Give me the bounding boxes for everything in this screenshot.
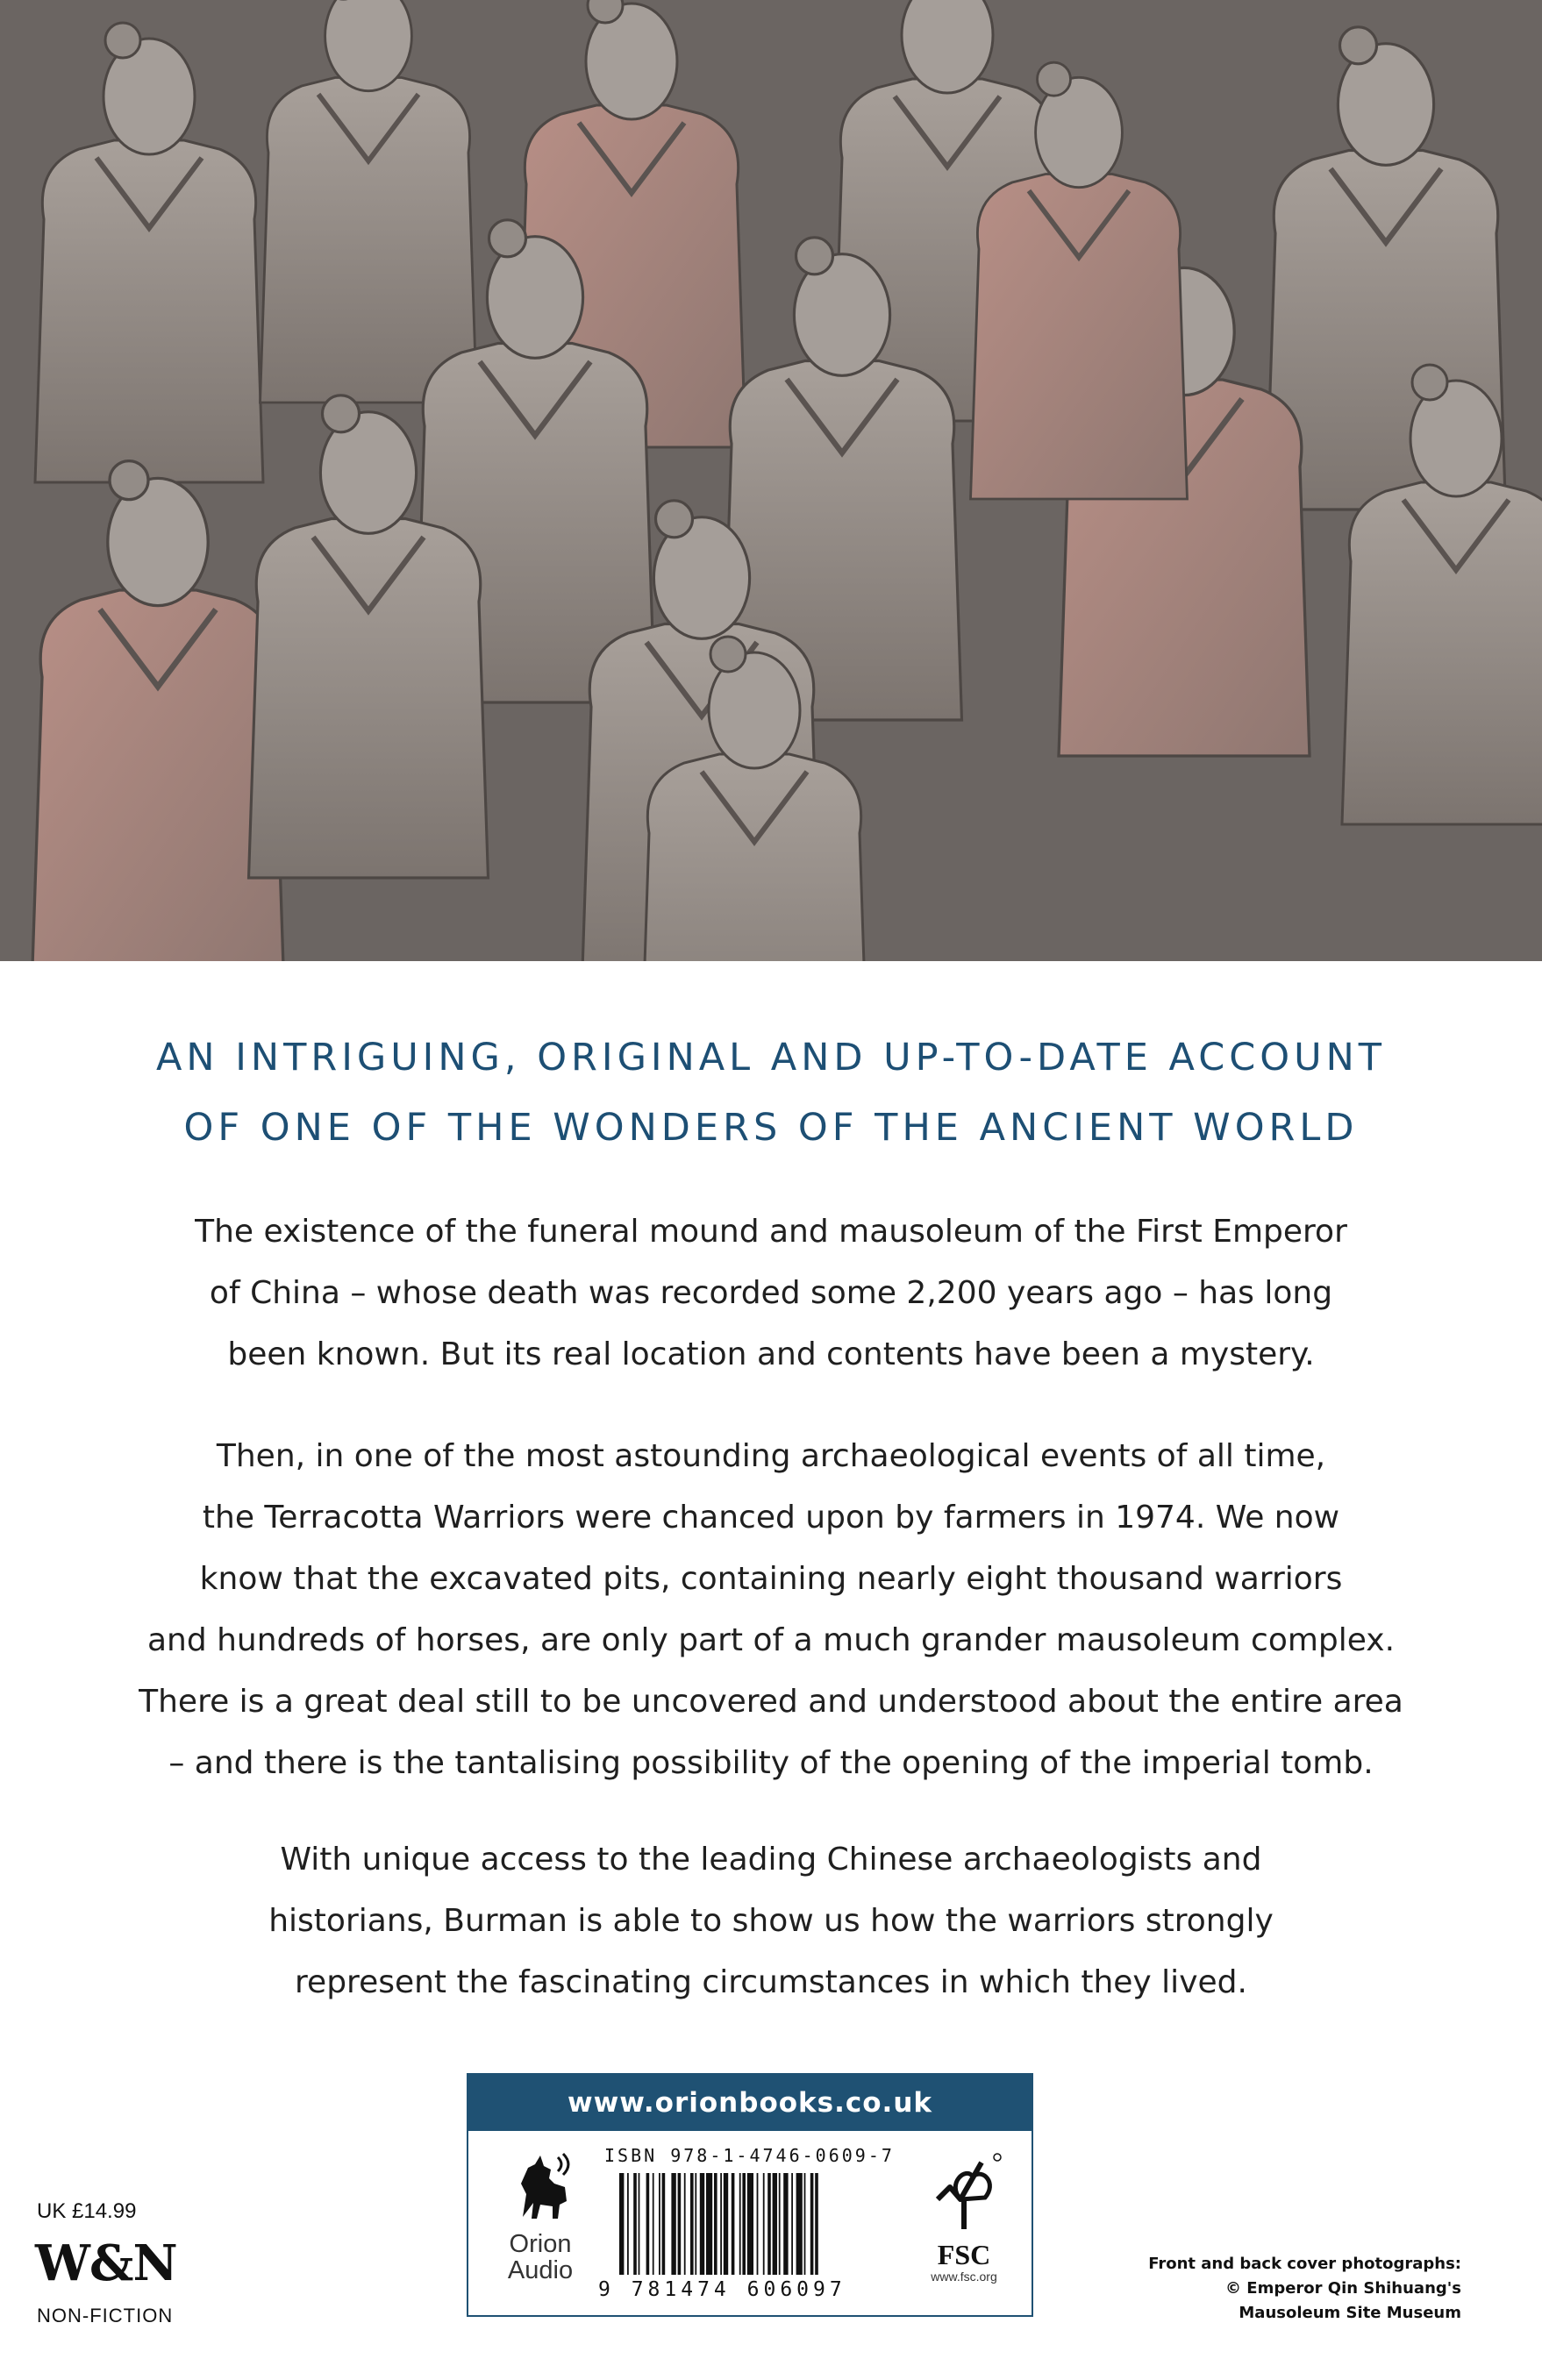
barcode-bar [678,2173,682,2275]
publisher-url[interactable]: www.orionbooks.co.uk [468,2075,1032,2131]
isbn-text: ISBN 978-1-4746-0609-7 [604,2145,895,2166]
blurb-line: the Terracotta Warriors were chanced upon by farmers in 1974. We now [202,1500,1340,1536]
barcode-bar [804,2173,806,2275]
barcode-bar [659,2173,660,2275]
cover-photo [0,0,1542,961]
barcode-bar [747,2173,753,2275]
barcode-bar [810,2173,814,2275]
terracotta-warriors-illustration [0,0,1542,961]
blurb-line: The existence of the funeral mound and mausoleum of the First Emperor [195,1214,1347,1250]
barcode-bar [627,2173,629,2275]
orion-label: Orion [509,2230,572,2258]
fsc-label: FSC [937,2239,991,2270]
barcode-bar [633,2173,637,2275]
fsc-logo [907,2148,1021,2306]
barcode-bar [695,2173,696,2275]
barcode-bar [662,2173,666,2275]
blurb-line: historians, Burman is able to show us how the warriors strongly [268,1903,1274,1939]
barcode-bar [763,2173,765,2275]
orion-audio-logo [479,2148,602,2306]
barcode-bar [646,2173,650,2275]
publisher-logo: W&N [35,2234,177,2292]
barcode-bar [714,2173,717,2275]
barcode-bar [791,2173,793,2275]
barcode-bar [767,2173,771,2275]
category-label: NON-FICTION [37,2305,174,2327]
barcode-bar [619,2173,624,2275]
blurb-line: represent the fascinating circumstances in which they lived. [295,1964,1247,2000]
barcode-panel [467,2073,1033,2317]
headline-line: AN INTRIGUING, ORIGINAL AND UP-TO-DATE ACCOUNT [155,1036,1387,1080]
barcode-bar [742,2173,746,2275]
headline [0,1023,1542,1163]
barcode-bar [757,2173,759,2275]
blurb-line: of China – whose death was recorded some 2,200 years ago – has long [209,1275,1333,1311]
blurb-paragraph-2 [114,1426,1428,1794]
barcode-bar [783,2173,788,2275]
barcode-bar [720,2173,722,2275]
tree-checkmark-icon [920,2148,1008,2236]
barcode-bar [732,2173,735,2275]
barcode-bar [653,2173,654,2275]
barcode-bar [690,2173,694,2275]
credit-line: Mausoleum Site Museum [1239,2304,1461,2322]
barcode-bar [739,2173,741,2275]
barcode-bar [773,2173,777,2275]
barcode-bar [815,2173,818,2275]
audio-label: Audio [507,2256,574,2284]
barcode-bar [796,2173,803,2275]
price: UK £14.99 [37,2199,137,2223]
fsc-url: www.fsc.org [931,2270,997,2284]
headline-line: OF ONE OF THE WONDERS OF THE ANCIENT WORLD [183,1106,1359,1150]
ean-digits: 9 781474 606097 [598,2278,846,2301]
barcode-bar [706,2173,712,2275]
barcode-icon [619,2173,882,2277]
photo-credits [1093,2252,1461,2326]
barcode-bar [671,2173,675,2275]
credit-line: Front and back cover photographs: [1148,2255,1461,2273]
barcode-bar [639,2173,640,2275]
dog-icon [496,2148,584,2227]
blurb-line: Then, in one of the most astounding archaeological events of all time, [216,1438,1326,1474]
blurb-line: With unique access to the leading Chinese archaeologists and [280,1842,1262,1878]
barcode-bar [779,2173,781,2275]
barcode-bar [700,2173,704,2275]
blurb-line: and hundreds of horses, are only part of a much grander mausoleum complex. [146,1622,1396,1658]
credit-line: © Emperor Qin Shihuang's [1225,2279,1461,2298]
blurb-line: been known. But its real location and contents have been a mystery. [227,1336,1315,1372]
barcode-bar [684,2173,686,2275]
blurb-line: – and there is the tantalising possibility of the opening of the imperial tomb. [168,1745,1374,1781]
blurb-paragraph-1 [114,1201,1428,1386]
blurb-line: There is a great deal still to be uncovered and understood about the entire area [139,1684,1403,1720]
blurb-paragraph-3 [114,1829,1428,2013]
blurb-line: know that the excavated pits, containing nearly eight thousand warriors [199,1561,1343,1597]
barcode-bar [724,2173,728,2275]
